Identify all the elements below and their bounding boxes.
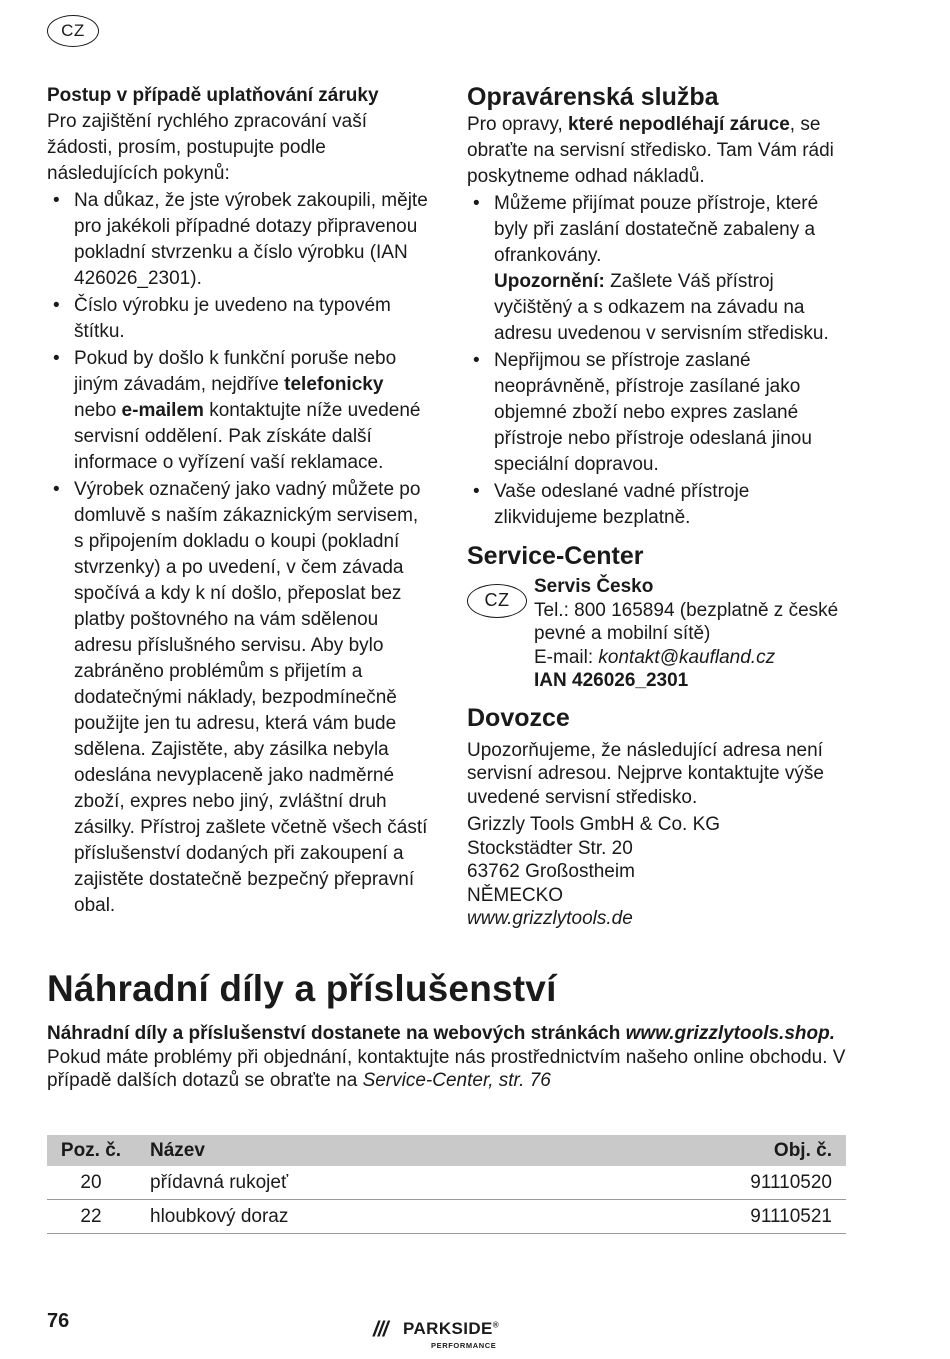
country-badge: [467, 584, 527, 618]
list-item: [47, 293, 429, 345]
cell-name: hloubkový doraz: [135, 1200, 573, 1234]
list-item-text: Vaše odeslané vadné přístroje zlikvidujeme bezplatně.: [494, 481, 750, 528]
list-item-text: Nepřijmou se přístroje zaslané neoprávněně, přístroje zasílané jako objemné zboží nebo expres zaslané přístroje nebo přístroje odeslaná jinou speciální dopravou.: [494, 350, 812, 475]
list-item-text: Pokud by došlo k funkční poruše nebo jiným závadám, nejdříve: [74, 348, 397, 395]
table-header-row: [47, 1135, 846, 1166]
address-line: Stockstädter Str. 20: [467, 837, 633, 859]
list-item: [47, 477, 429, 919]
intro-text: Pokud máte problémy při objednání, kontaktujte nás prostřednictvím našeho online obchodu. V případě dalších dotazů se obraťte na: [47, 1046, 846, 1091]
column-header-name: Název: [135, 1135, 573, 1166]
repair-emphasis: které nepodléhají záruce: [568, 114, 790, 135]
list-item-text: Můžeme přijímat pouze přístroje, které byly při zaslání dostatečně zabaleny a ofrankovány.: [494, 193, 819, 266]
logo-subtitle: PERFORMANCE: [431, 1341, 497, 1350]
email-emphasis: e-mailem: [121, 400, 204, 421]
country-code: CZ: [484, 590, 510, 611]
list-item: [467, 348, 852, 478]
list-item-text: kontaktujte níže uvedené servisní oddělení. Pak získáte další informace o vyřízení vaší reklamace.: [74, 400, 421, 473]
table-row: [47, 1166, 846, 1200]
repair-text: , se obraťte na servisní středisko. Tam Vám rádi poskytneme odhad nákladů.: [467, 114, 834, 187]
repair-text: Pro opravy,: [467, 114, 569, 135]
email-label: E-mail:: [534, 646, 599, 668]
warranty-list: [47, 188, 429, 919]
logo-slashes: ///: [373, 1318, 388, 1341]
list-item: [47, 188, 429, 292]
service-name: Servis Česko: [534, 576, 654, 597]
list-item: [467, 479, 852, 531]
page-number: 76: [47, 1310, 70, 1332]
list-item-text: Číslo výrobku je uvedeno na typovém štítku.: [74, 295, 391, 342]
logo-name: [403, 1319, 499, 1339]
country-badge: [47, 15, 99, 47]
warranty-column: [47, 82, 429, 919]
service-phone: Tel.: 800 165894 (bezplatně z české pevné a mobilní sítě): [534, 599, 839, 644]
shop-link[interactable]: www.grizzlytools.shop.: [625, 1023, 836, 1044]
phone-emphasis: telefonicky: [284, 374, 384, 395]
service-column: [467, 82, 852, 931]
address-line: 63762 Großostheim: [467, 861, 635, 882]
repair-list: [467, 191, 852, 531]
note-text: Zašlete Váš přístroj vyčištěný a s odkazem na závadu na adresu uvedenou v servisním středisku.: [494, 271, 829, 344]
registered-mark: ®: [492, 1320, 500, 1330]
column-header-position: Poz. č.: [47, 1135, 135, 1166]
intro-emphasis: Náhradní díly a příslušenství dostanete na webových stránkách: [47, 1023, 626, 1044]
cell-position: 20: [47, 1166, 135, 1200]
spare-parts-title: Náhradní díly a příslušenství: [47, 968, 557, 1009]
spare-parts-table: [47, 1135, 846, 1234]
service-email-link[interactable]: kontakt@kaufland.cz: [598, 646, 776, 668]
country-code: CZ: [61, 21, 85, 40]
note-label: Upozornění:: [494, 271, 605, 292]
list-item: [467, 191, 852, 347]
column-header-order-number: Obj. č.: [573, 1135, 846, 1166]
logo-wordmark: PARKSIDE: [403, 1319, 493, 1338]
parkside-logo: [373, 1318, 533, 1354]
service-center-heading: Service-Center: [467, 542, 644, 570]
importer-heading: Dovozce: [467, 703, 570, 732]
table-row: [47, 1200, 846, 1234]
importer-website-link[interactable]: www.grizzlytools.de: [467, 908, 633, 929]
service-ian: IAN 426026_2301: [534, 670, 689, 691]
list-item: [47, 346, 429, 476]
list-item-text: nebo: [74, 400, 122, 421]
cell-position: 22: [47, 1200, 135, 1234]
importer-block: [467, 739, 852, 931]
repair-intro: [467, 112, 852, 190]
service-center-block: [467, 575, 852, 693]
address-line: Grizzly Tools GmbH & Co. KG: [467, 814, 721, 835]
warranty-heading: Postup v případě uplatňování záruky: [47, 85, 379, 106]
list-item-text: Na důkaz, že jste výrobek zakoupili, mějte pro jakékoli případné dotazy připravenou pokladní stvrzenku a číslo výrobku (IAN 426026_2301).: [74, 190, 428, 289]
spare-parts-intro: [47, 1022, 852, 1093]
cell-order-number: 91110521: [573, 1200, 846, 1234]
repair-heading: Opravárenská služba: [467, 83, 719, 111]
cell-name: přídavná rukojeť: [135, 1166, 573, 1200]
warranty-intro: Pro zajištění rychlého zpracování vaší žádosti, prosím, postupujte podle následujících pokynů:: [47, 111, 367, 184]
importer-note: Upozorňujeme, že následující adresa není servisní adresou. Nejprve kontaktujte výše uvedené servisní středisko.: [467, 739, 824, 808]
service-email-line: [534, 646, 852, 670]
cell-order-number: 91110520: [573, 1166, 846, 1200]
address-line: NĚMECKO: [467, 884, 564, 906]
page-reference: Service-Center, str. 76: [362, 1070, 551, 1091]
list-item-text: Výrobek označený jako vadný můžete po domluvě s naším zákaznickým servisem, s připojením dokladu o koupi (pokladní stvrzenky) a po uvedení, v čem závada spočívá a kdy k ní došlo, přeposlat bez platby poštovného na vám sdělenou adresu příslušného servisu. Aby bylo zabráněno problémům s přijetím a dodatečnými náklady, bezpodmínečně použijte jen tu adresu, která vám bude sdělena. Zajistěte, aby zásilka nebyla odeslána nevyplaceně jako nadměrné zboží, expres nebo jiný, zvláštní druh zásilky. Přístroj zašlete včetně všech částí příslušenství dodaných při zakoupení a zajistěte dostatečně bezpečný přepravní obal.: [74, 479, 428, 916]
